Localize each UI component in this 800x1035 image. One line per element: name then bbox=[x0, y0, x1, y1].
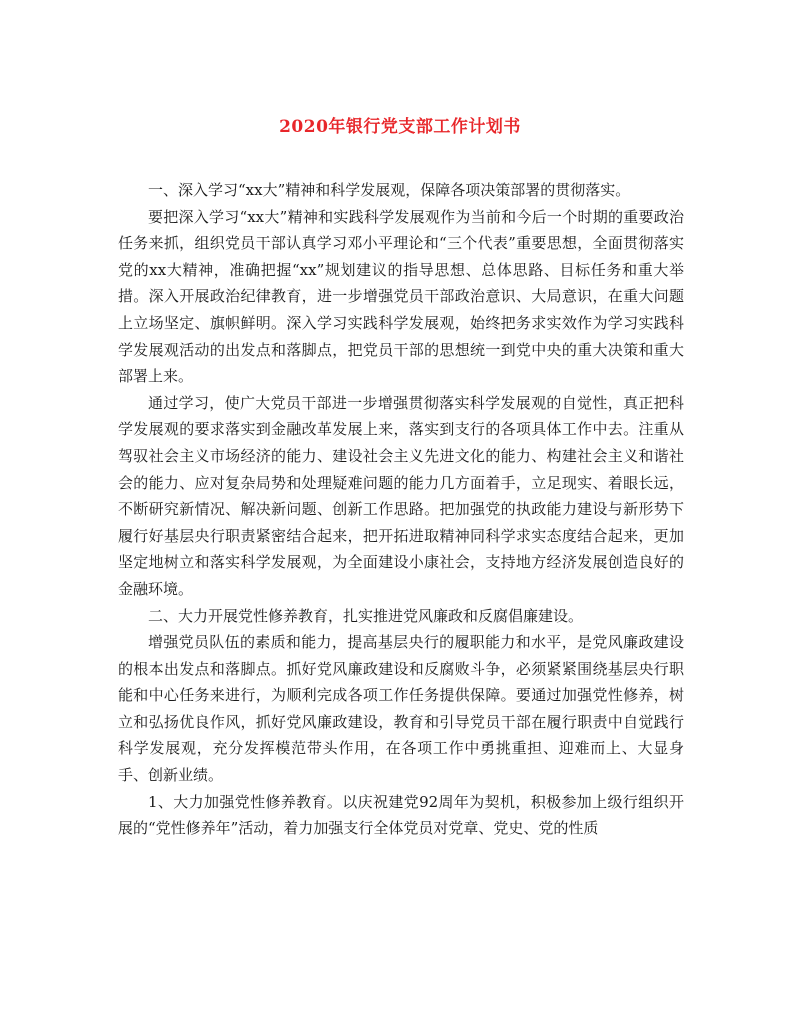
body-paragraph: 要把深入学习“xx大”精神和实践科学发展观作为当前和今后一个时期的重要政治任务来抓，组织党员干部认真学习邓小平理论和“三个代表”重要思想，全面贯彻落实党的xx大精神，准确把握“xx”规划建议的指导思想、总体思路、目标任务和重大举措。深入开展政治纪律教育，进一步增强党员干部政治意识、大局意识，在重大问题上立场坚定、旗帜鲜明。深入学习实践科学发展观，始终把务求实效作为学习实践科学发展观活动的出发点和落脚点，把党员干部的思想统一到党中央的重大决策和重大部署上来。 bbox=[118, 207, 684, 386]
document-title: 2020年银行党支部工作计划书 bbox=[279, 117, 521, 137]
section-heading-2: 二、大力开展党性修养教育，扎实推进党风廉政和反腐倡廉建设。 bbox=[148, 606, 584, 625]
body-paragraph: 通过学习，使广大党员干部进一步增强贯彻落实科学发展观的自觉性，真正把科学发展观的要求落实到金融改革发展上来，落实到支行的各项具体工作中去。注重从驾驭社会主义市场经济的能力、建设社会主义先进文化的能力、构建社会主义和谐社会的能力、应对复杂局势和处理疑难问题的能力几方面着手，立足现实、着眼长远，不断研究新情况、解决新问题、创新工作思路。把加强党的执政能力建设与新形势下履行好基层央行职责紧密结合起来，把开拓进取精神同科学求实态度结合起来，更加坚定地树立和落实科学发展观，为全面建设小康社会，支持地方经济发展创造良好的金融环境。 bbox=[118, 393, 684, 598]
section-heading-1: 一、深入学习“xx大”精神和科学发展观，保障各项决策部署的贯彻落实。 bbox=[148, 181, 631, 199]
body-paragraph: 增强党员队伍的素质和能力，提高基层央行的履职能力和水平，是党风廉政建设的根本出发点和落脚点。抓好党风廉政建设和反腐败斗争，必须紧紧围绕基层央行职能和中心任务来进行，为顺利完成各项工作任务提供保障。要通过加强党性修养，树立和弘扬优良作风，抓好党风廉政建设，教育和引导党员干部在履行职责中自觉践行科学发展观，充分发挥模范带头作用，在各项工作中勇挑重担、迎难而上、大显身手、创新业绩。 bbox=[118, 633, 684, 785]
body-paragraph: 1、大力加强党性修养教育。以庆祝建党92周年为契机，积极参加上级行组织开展的“党性修养年”活动，着力加强支行全体党员对党章、党史、党的性质 bbox=[118, 792, 684, 838]
document-body bbox=[118, 177, 684, 842]
